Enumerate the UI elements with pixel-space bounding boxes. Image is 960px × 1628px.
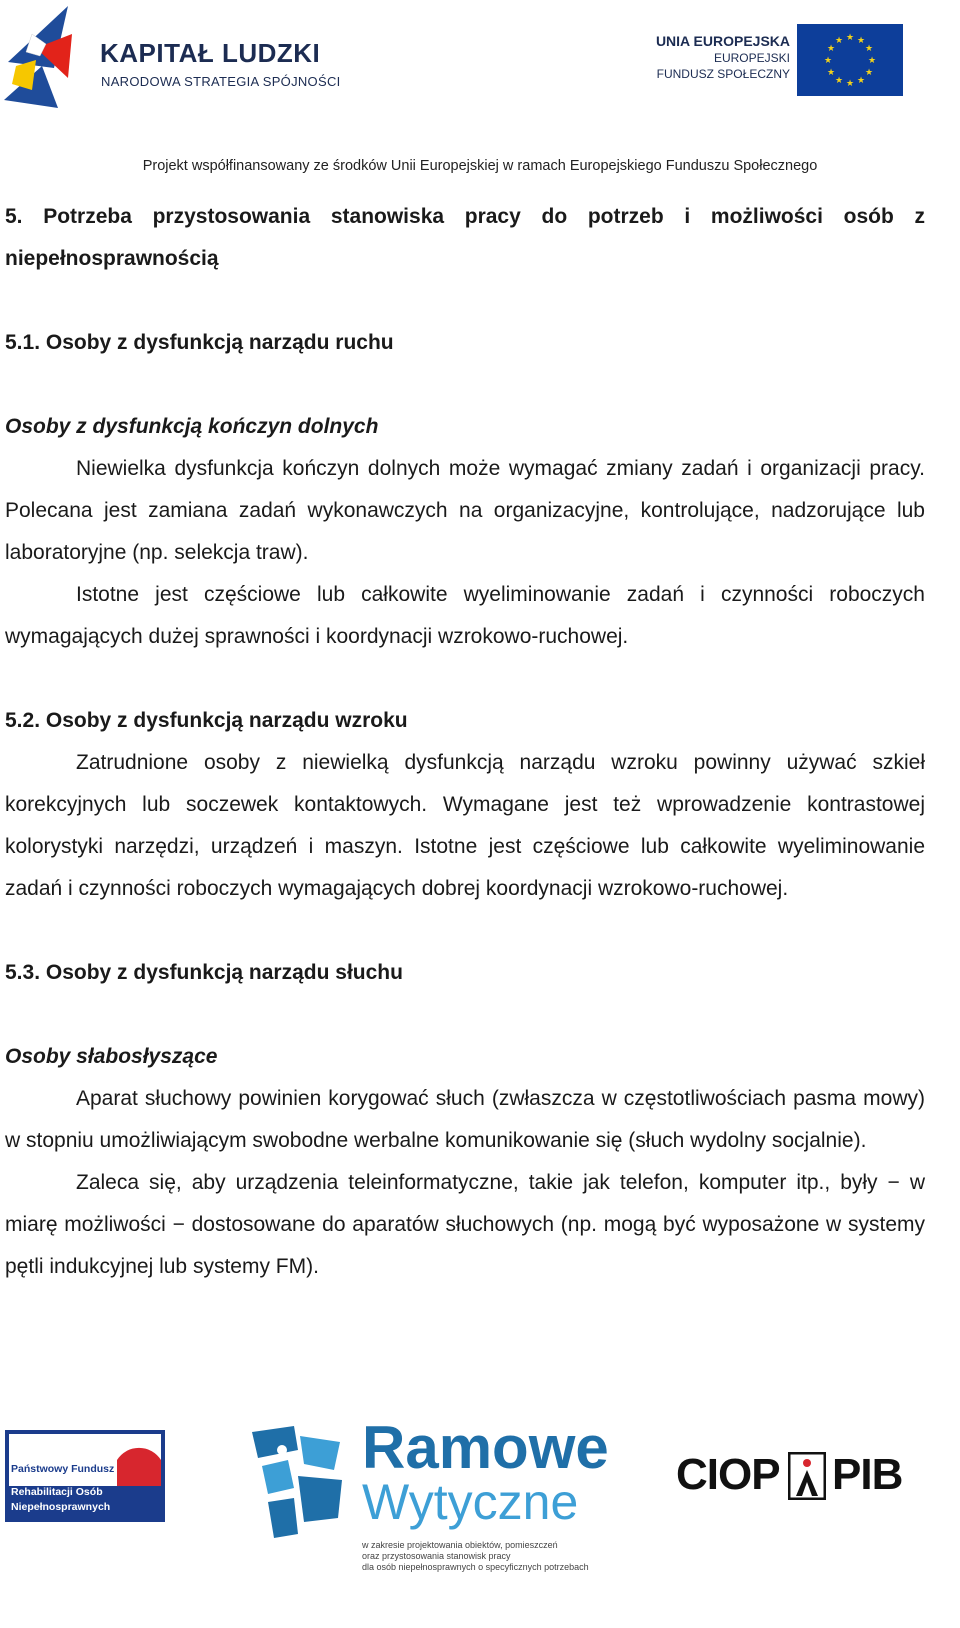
svg-text:★: ★ — [823, 56, 833, 66]
ramowe-small-line1: w zakresie projektowania obiektów, pomieszczeń — [362, 1540, 558, 1550]
pfron-line3: Niepełnosprawnych — [11, 1501, 111, 1513]
subsection-heading-5-1: 5.1. Osoby z dysfunkcją narządu ruchu — [5, 331, 394, 354]
section-heading: 5. Potrzeba przystosowania stanowiska pracy do potrzeb i możliwości osób z niepełnosprawnością — [5, 205, 925, 270]
svg-text:★: ★ — [834, 76, 844, 86]
ramowe-small-line3: dla osób niepełnosprawnych o specyficznych potrzebach — [362, 1562, 589, 1572]
kapital-ludzki-logo — [2, 4, 98, 116]
svg-text:★: ★ — [826, 44, 836, 54]
subheading-hard-of-hearing: Osoby słabosłyszące — [5, 1045, 218, 1068]
eu-label-line2: EUROPEJSKI — [713, 51, 790, 65]
paragraph-5-3-2: Zaleca się, aby urządzenia teleinformatyczne, takie jak telefon, komputer itp., były − w miarę możliwości − dostosowane do aparatów słuchowych (np. mogą być wyposażone w systemy pętli indukcyjnej lub systemy FM). — [5, 1171, 925, 1278]
ramowe-small-line2: oraz przystosowania stanowisk pracy — [362, 1551, 511, 1561]
ramowe-title: Ramowe — [362, 1414, 609, 1481]
svg-text:★: ★ — [834, 36, 844, 46]
kapital-ludzki-subtitle: NARODOWA STRATEGIA SPÓJNOŚCI — [101, 74, 341, 89]
paragraph-5-2-1: Zatrudnione osoby z niewielką dysfunkcją narządu wzroku powinny używać szkieł korekcyjnych lub soczewek kontaktowych. Wymagane jest też wprowadzenie kontrastowej kolorystyki narzędzi, urządzeń i maszyn. Istotne jest częściowe lub całkowite wyeliminowanie zadań i czynności roboczych wymagających dobrej koordynacji wzrokowo-ruchowej. — [5, 751, 925, 900]
ramowe-wytyczne-mark-icon — [248, 1422, 348, 1542]
cofinancing-note: Projekt współfinansowany ze środków Unii Europejskiej w ramach Europejskiego Funduszu Społecznego — [142, 158, 818, 174]
ciop-person-icon — [788, 1452, 826, 1500]
paragraph-5-1-1: Niewielka dysfunkcja kończyn dolnych może wymagać zmiany zadań i organizacji pracy. Polecana jest zamiana zadań wykonawczych na organizacyjne, kontrolujące, nadzorujące lub laboratoryjne (np. selekcja traw). — [5, 457, 925, 564]
svg-text:★: ★ — [845, 79, 855, 89]
pfron-logo — [5, 1430, 165, 1522]
ciop-pib-logo — [676, 1448, 926, 1504]
subsection-heading-5-3: 5.3. Osoby z dysfunkcją narządu słuchu — [5, 961, 403, 984]
page-footer — [0, 1414, 960, 1628]
svg-text:★: ★ — [856, 76, 866, 86]
subsection-heading-5-2: 5.2. Osoby z dysfunkcją narządu wzroku — [5, 709, 408, 732]
page-header — [0, 0, 960, 190]
ramowe-small-text — [362, 1540, 589, 1573]
document-body — [5, 196, 925, 1288]
svg-text:★: ★ — [864, 44, 874, 54]
eu-label — [640, 33, 790, 81]
pfron-line2: Rehabilitacji Osób — [11, 1486, 103, 1498]
subheading-lower-limbs: Osoby z dysfunkcją kończyn dolnych — [5, 415, 379, 438]
pib-text: PIB — [832, 1450, 903, 1499]
svg-text:★: ★ — [826, 68, 836, 78]
paragraph-5-1-2: Istotne jest częściowe lub całkowite wyeliminowanie zadań i czynności roboczych wymagających dużej sprawności i koordynacji wzrokowo-ruchowej. — [5, 583, 925, 648]
eu-label-line3: FUNDUSZ SPOŁECZNY — [656, 67, 790, 81]
svg-text:★: ★ — [864, 68, 874, 78]
kapital-ludzki-title: KAPITAŁ LUDZKI — [100, 38, 321, 68]
paragraph-5-3-1: Aparat słuchowy powinien korygować słuch (zwłaszcza w częstotliwościach pasma mowy) w stopniu umożliwiającym swobodne werbalne komunikowanie się (słuch wydolny socjalnie). — [5, 1087, 925, 1152]
svg-text:★: ★ — [856, 36, 866, 46]
eu-flag-icon — [797, 24, 903, 96]
ciop-text: CIOP — [676, 1450, 780, 1499]
eu-label-line1: UNIA EUROPEJSKA — [655, 33, 790, 49]
pfron-line1: Państwowy Fundusz — [11, 1463, 115, 1475]
svg-text:★: ★ — [867, 56, 877, 66]
pfron-text — [11, 1462, 114, 1515]
ramowe-subtitle: Wytyczne — [362, 1474, 579, 1530]
svg-text:★: ★ — [845, 33, 855, 43]
